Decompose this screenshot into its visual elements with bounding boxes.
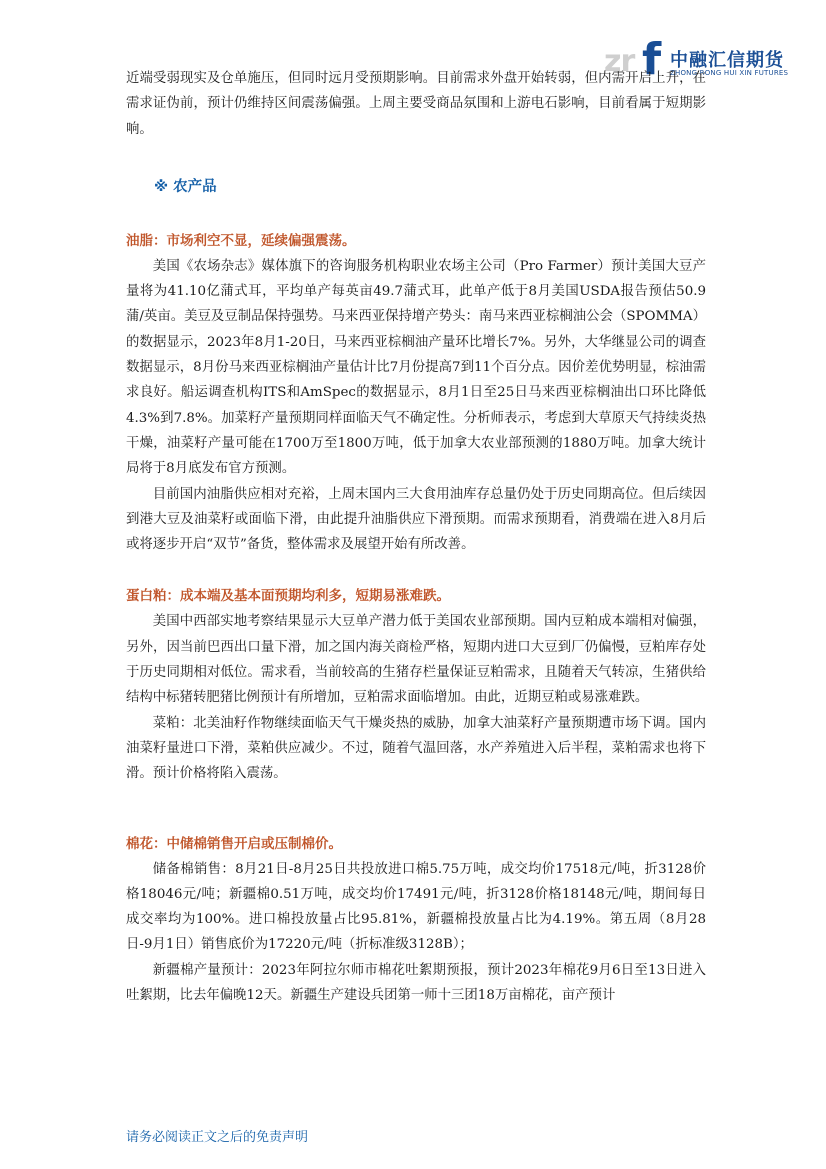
company-name-cn: 中融汇信期货	[670, 50, 784, 71]
logo-f-mark: f	[642, 34, 662, 85]
section-title-agri: ※ 农产品	[154, 178, 217, 195]
paragraph-oils-1: 美国《农场杂志》媒体旗下的咨询服务机构职业农场主公司（Pro Farmer）预计美国大豆产量将为41.10亿蒲式耳，平均单产每英亩49.7蒲式耳，此单产低于8月美国USDA报告预估50.9蒲/英亩。美豆及豆制品保持强势。马来西亚保持增产势头：南马来西亚棕榈油公会（SPOMMA）的数据显示，2023年8月1-20日，马来西亚棕榈油产量环比增长7%。另外，大华继显公司的调查数据显示，8月份马来西亚棕榈油产量估计比7月份提高7到11个百分点。因价差优势明显，棕油需求良好。船运调查机构ITS和AmSpec的数据显示，8月1日至25日马来西亚棕榈油出口环比降低4.3%到7.8%。加菜籽产量预期同样面临天气不确定性。分析师表示，考虑到大草原天气持续炎热干燥，油菜籽产量可能在1700万至1800万吨，低于加拿大农业部预测的1880万吨。加拿大统计局将于8月底发布官方预测。	[126, 258, 706, 477]
paragraph-oils-2: 目前国内油脂供应相对充裕，上周末国内三大食用油库存总量仍处于历史同期高位。但后续因到港大豆及油菜籽或面临下滑，由此提升油脂供应下滑预期。而需求预期看，消费端在进入8月后或将逐步开启“双节”备货，整体需求及展望开始有所改善。	[126, 486, 706, 553]
paragraph-meal-1: 美国中西部实地考察结果显示大豆单产潜力低于美国农业部预期。国内豆粕成本端相对偏强，另外，因当前巴西出口量下滑，加之国内海关商检严格，短期内进口大豆到厂仍偏慢，豆粕库存处于历史同期相对低位。需求看，当前较高的生猪存栏量保证豆粕需求，且随着天气转凉，生猪供给结构中标猪转肥猪比例预计有所增加，豆粕需求面临增加。由此，近期豆粕或易涨难跌。	[126, 614, 706, 706]
paragraph-cotton-1: 储备棉销售：8月21日-8月25日共投放进口棉5.75万吨，成交均价17518元/吨，折3128价格18046元/吨；新疆棉0.51万吨，成交均价17491元/吨，折3128价格18148元/吨，期间每日成交率均为100%。进口棉投放量占比95.81%，新疆棉投放量占比为4.19%。第五周（8月28日-9月1日）销售底价为17220元/吨（折标准级3128B）；	[126, 861, 706, 953]
heading-oils: 油脂：市场利空不显，延续偏强震荡。	[126, 232, 356, 249]
document-body	[126, 66, 706, 1008]
company-name-en: ZHONG RONG HUI XIN FUTURES	[670, 69, 789, 77]
intro-paragraph: 近端受弱现实及仓单施压，但同时远月受预期影响。目前需求外盘开始转弱，但内需开启上升，在需求证伪前，预计仍维持区间震荡偏强。上周主要受商品氛围和上游电石影响，目前看属于短期影响。	[126, 71, 706, 137]
paragraph-cotton-2: 新疆棉产量预计：2023年阿拉尔师市棉花吐絮期预报，预计2023年棉花9月6日至13日进入吐絮期，比去年偏晚12天。新疆生产建设兵团第一师十三团18万亩棉花，亩产预计	[126, 962, 706, 1004]
paragraph-meal-2: 菜粕：北美油籽作物继续面临天气干燥炎热的威胁，加拿大油菜籽产量预期遭市场下调。国内油菜籽量进口下滑，菜粕供应减少。不过，随着气温回落，水产养殖进入后半程，菜粕需求也将下滑。预计价格将陷入震荡。	[126, 715, 706, 782]
heading-cotton: 棉花：中储棉销售开启或压制棉价。	[126, 835, 342, 852]
disclaimer-footer: 请务必阅读正文之后的免责声明	[126, 1130, 309, 1145]
heading-meal: 蛋白粕：成本端及基本面预期均利多，短期易涨难跌。	[126, 588, 450, 605]
logo-latin-mark: zr	[604, 44, 635, 79]
